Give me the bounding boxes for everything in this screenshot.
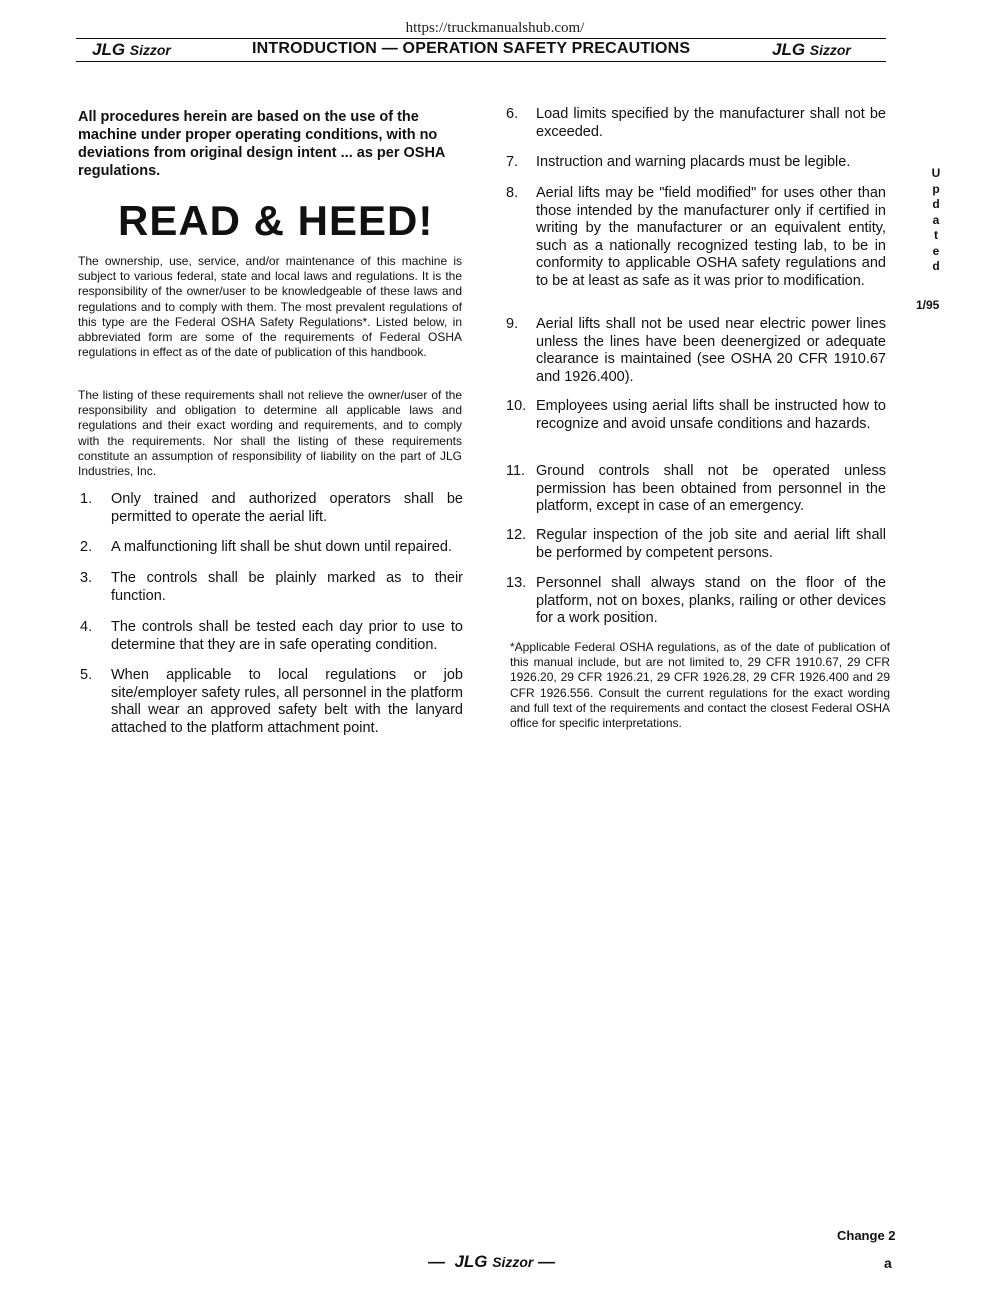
brand-jlg: JLG xyxy=(772,40,806,59)
brand-sizzor: Sizzor xyxy=(492,1254,534,1270)
item-number: 9. xyxy=(506,316,519,332)
item-number: 3. xyxy=(80,570,93,586)
section-title: INTRODUCTION — OPERATION SAFETY PRECAUTIONS xyxy=(252,40,691,57)
item-number: 12. xyxy=(506,527,527,543)
header-brand-left xyxy=(92,40,171,60)
header-brand-right xyxy=(772,40,851,60)
item-text: The controls shall be plainly marked as to their function. xyxy=(111,570,463,604)
item-text: The controls shall be tested each day prior to use to determine that they are in safe operating condition. xyxy=(111,619,463,653)
updated-letter: U xyxy=(931,166,941,180)
item-text: Load limits specified by the manufacturer shall not be exceeded. xyxy=(536,106,886,140)
header-top-rule xyxy=(76,38,886,39)
source-url: https://truckmanualshub.com/ xyxy=(405,20,585,36)
item-number: 8. xyxy=(506,185,519,201)
item-number: 6. xyxy=(506,106,519,122)
brand-sizzor: Sizzor xyxy=(129,42,171,58)
item-number: 10. xyxy=(506,398,527,414)
footer-brand xyxy=(428,1252,555,1272)
updated-letter: e xyxy=(932,243,940,258)
footer-dash: — xyxy=(428,1252,445,1271)
brand-jlg: JLG xyxy=(454,1252,488,1271)
item-text: Aerial lifts may be "field modified" for uses other than those intended by the manufacturer only if certified in writing by the manufacturer or an equivalent entity, such as a nationally recognized testing lab, to be in conformity to applicable OSHA safety regulations and to be at least as safe as it was prior to modification. xyxy=(536,185,886,289)
item-text: Personnel shall always stand on the floor of the platform, not on boxes, planks, railing or other devices for a work position. xyxy=(536,575,886,626)
header-bottom-rule xyxy=(76,61,886,62)
item-text: Only trained and authorized operators shall be permitted to operate the aerial lift. xyxy=(111,491,463,525)
item-number: 5. xyxy=(80,667,93,683)
item-text: A malfunctioning lift shall be shut down until repaired. xyxy=(111,539,452,555)
updated-letter: d xyxy=(932,197,940,211)
item-number: 2. xyxy=(80,539,93,555)
page-number: a xyxy=(884,1255,892,1271)
updated-letter: p xyxy=(932,181,940,196)
item-number: 1. xyxy=(80,491,93,507)
footer-dash: — xyxy=(538,1252,556,1271)
item-text: Employees using aerial lifts shall be instructed how to recognize and avoid unsafe conditions and hazards. xyxy=(536,398,886,432)
read-heed-heading: READ & HEED! xyxy=(118,197,434,244)
item-text: Ground controls shall not be operated unless permission has been obtained from personnel in the platform, except in case of an emergency. xyxy=(536,463,886,514)
updated-date: 1/95 xyxy=(916,298,940,312)
osha-footnote: *Applicable Federal OSHA regulations, as of the date of publication of this manual include, but are not limited to, 29 CFR 1910.67, 29 CFR 1926.20, 29 CFR 1926.21, 29 CFR 1926.28, 29 CFR 1926.400 and 29 CFR 1926.556. Consult the current regulations for the exact wording and full text of the requirements and contact the closest Federal OSHA office for specific interpretations. xyxy=(510,640,890,731)
updated-letter: t xyxy=(934,228,938,242)
updated-letter: d xyxy=(932,259,940,273)
item-number: 13. xyxy=(506,575,527,591)
brand-jlg: JLG xyxy=(92,40,126,59)
item-number: 4. xyxy=(80,619,93,635)
item-text: Instruction and warning placards must be legible. xyxy=(536,154,851,170)
updated-side-note xyxy=(926,166,946,275)
brand-sizzor: Sizzor xyxy=(809,42,851,58)
item-text: Regular inspection of the job site and aerial lift shall be performed by competent persons. xyxy=(536,527,886,561)
item-text: Aerial lifts shall not be used near electric power lines unless the lines have been deenergized or adequate clearance is maintained (see OSHA 20 CFR 1910.67 and 1926.400). xyxy=(536,316,886,385)
intro-statement: All procedures herein are based on the use of the machine under proper operating conditions, with no deviations from original design intent ... as per OSHA regulations. xyxy=(78,109,445,179)
item-number: 11. xyxy=(506,463,526,479)
item-text: When applicable to local regulations or job site/employer safety rules, all personnel in the platform shall wear an approved safety belt with the lanyard attached to the platform attachment point. xyxy=(111,667,463,736)
item-number: 7. xyxy=(506,154,519,170)
updated-letter: a xyxy=(932,212,940,227)
ownership-paragraph: The ownership, use, service, and/or maintenance of this machine is subject to various federal, state and local laws and regulations. It is the responsibility of the owner/user to be knowledgeable of these laws and regulations and to comply with them. The most prevalent regulations of this type are the Federal OSHA Safety Regulations*. Listed below, in abbreviated form are some of the requirements of Federal OSHA regulations in effect as of the date of publication of this handbook. xyxy=(78,254,462,360)
listing-paragraph: The listing of these requirements shall not relieve the owner/user of the responsibility and obligation to determine all applicable laws and regulations and their exact wording and requirements, and to comply with the requirements. Nor shall the listing of these requirements constitute an assumption of responsibility of liability on the part of JLG Industries, Inc. xyxy=(78,388,462,479)
change-number: Change 2 xyxy=(837,1228,896,1243)
